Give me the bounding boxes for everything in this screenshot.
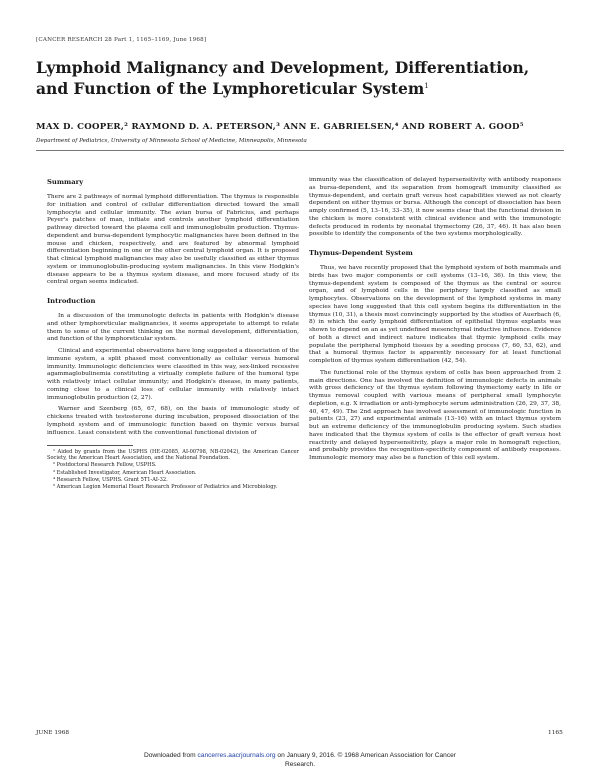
thymus-section-heading: Thymus-Dependent System bbox=[309, 249, 413, 257]
intro-paragraph: Warner and Szenberg (65, 67, 68), on the basis of immunologic study of chickens treated with testosterone during incubation, proposed dissociation of the lymphoid system and of immunologic function based on thymic versus bursal influence. Least consistent with the conventional functional division of bbox=[47, 406, 299, 436]
download-line-2: Research. bbox=[284, 760, 316, 768]
running-head: [CANCER RESEARCH 28 Part 1, 1165–1169, June 1968] bbox=[36, 37, 207, 43]
thymus-paragraph: The functional role of the thymus system of cells has been approached from 2 main directions. One has involved the definition of immunologic defects in animals with gross deficiency of the thymus system following thymectomy early in life or thymus removal coupled with various means of peripheral small lymphocyte depletion, e.g. X irradiation or anti-lymphocyte serum administration (26, 29, 37, 38, 40, 47, 49). The 2nd approach has involved assessment of immunologic function in patients (23, 27) and experimental animals (13–16) with an intact thymus system but an extreme deficiency of the immunoglobulin producing system. Such studies have indicated that the thymus system of cells is the effector of graft versus host reactivity and delayed hypersensitivity, plays a major role in homograft rejection, and probably provides the recognition-specificity component of antibody responses. Immunologic memory may also be a function of this cell system. bbox=[309, 369, 561, 461]
footnote: ⁵ American Legion Memorial Heart Research Professor of Pediatrics and Microbiology. bbox=[53, 483, 278, 490]
thymus-paragraph: Thus, we have recently proposed that the lymphoid system of both mammals and birds has two major components or cell systems (13–16, 36). In this view, the thymus-dependent system is composed of the thymus as the central or source organ, and of lymphoid cells in the periphery largely classified as small lymphocytes. Observations on the development of the lymphoid systems in many species have long suggested that this cell system begins its differentiation in the thymus (10, 31), a thesis most convincingly supported by the studies of Auerbach (6, 8) in which the early lymphoid differentiation of epithelial thymus explants was shown to depend on an as yet undefined mesenchymal inductive influence. Evidence of both a direct and indirect nature indicates that thymic lymphoid cells may populate the peripheral lymphoid tissues by a seeding process (7, 60, 53, 62), and that a humoral thymus factor is apparently necessary for at least functional completion of thymus system differentiation (42, 54). bbox=[309, 265, 561, 364]
left-column bbox=[47, 178, 299, 491]
page-number: 1165 bbox=[548, 730, 563, 736]
introduction-heading: Introduction bbox=[47, 297, 96, 305]
issue-date: JUNE 1968 bbox=[36, 730, 70, 736]
author-list: MAX D. COOPER,² RAYMOND D. A. PETERSON,³ ANN E. GABRIELSEN,⁴ AND ROBERT A. GOOD⁵ bbox=[36, 122, 524, 132]
header-divider bbox=[36, 150, 564, 151]
footnote: ⁴ Research Fellow, USPHS. Grant 5T1-AI-32. bbox=[53, 476, 168, 483]
title-footnote-marker: 1 bbox=[424, 82, 429, 90]
footnote: ³ Established Investigator, American Heart Association. bbox=[53, 469, 197, 476]
summary-text: There are 2 pathways of normal lymphoid differentiation. The thymus is responsible for initiation and control of cellular differentiation directed toward the small lymphocyte and cellular immunity. The avian bursa of Fabricius, and perhaps Peyer's patches of man, initiate and controls another lymphoid differentiation pathway directed toward the plasma cell and immunoglobulin production. Thymus-dependent and bursa-dependent lymphocytic malignancies have been defined in the mouse and chicken, respectively, and are featured by abnormal lymphoid differentiation beginning in one or the other central lymphoid organ. It is proposed that clinical lymphoid malignancies may also be usefully classified as either thymus system or immunoglobulin-producing system malignancies. In this view Hodgkin's disease appears to be a thymus system disease, and more focused study of its central organ seems indicated. bbox=[47, 194, 299, 286]
author-affiliation: Department of Pediatrics, University of Minnesota School of Medicine, Minneapolis, Minnesota bbox=[36, 138, 307, 144]
article-title-text: Lymphoid Malignancy and Development, Differentiation, and Function of the Lymphoreticular System bbox=[36, 58, 530, 99]
right-column bbox=[309, 177, 561, 467]
download-notice bbox=[0, 752, 600, 769]
journal-site-link[interactable]: cancerres.aacrjournals.org bbox=[197, 752, 276, 759]
intro-paragraph: In a discussion of the immunologic defects in patients with Hodgkin's disease and other lymphoreticular malignancies, it seems appropriate to attempt to relate them to some of the current thinking on the normal development, differentiation, and function of the lymphoreticular system. bbox=[47, 313, 299, 343]
download-suffix: on January 9, 2016. © 1968 American Association for Cancer bbox=[275, 752, 457, 759]
footnote: ² Postdoctoral Research Fellow, USPHS. bbox=[53, 462, 157, 469]
footnote-divider bbox=[47, 445, 133, 446]
intro-paragraph: Clinical and experimental observations have long suggested a dissociation of the immune system, a split phased most conventionally as cellular versus humoral immunity. Immunologic deficiencies were classified in this way, sex-linked recessive agammaglobulinemia constituting a virtually complete failure of the humoral type with relatively intact cellular immunity; and Hodgkin's disease, in many patients, coming close to a clinical loss of cellular immunity with relatively intact immunoglobulin production (2, 27). bbox=[47, 348, 299, 401]
footnote: ¹ Aided by grants from the USPHS (HE-02085, AI-00798, NB-02042), the American Cancer Society, the American Heart Association, and the National Foundation. bbox=[47, 449, 299, 462]
intro-continued-paragraph: immunity was the classification of delayed hypersensitivity with antibody responses as bursa-dependent, and its separation from homograft immunity classified as thymus-dependent, and certain graft versus host capabilities viewed as not clearly dependent on either thymus or bursa. Although the concept of dissociation has been amply confirmed (5, 13–16, 33–35), it now seems clear that the functional division in the chicken is more consistent with clinical evidence and with the immunologic defects produced in rodents by neonatal thymectomy (26, 37, 46). It has also been possible to identify the components of the two systems morphologically. bbox=[309, 177, 561, 238]
summary-heading: Summary bbox=[47, 178, 84, 186]
download-prefix: Downloaded from bbox=[143, 752, 198, 759]
article-title bbox=[36, 58, 556, 98]
